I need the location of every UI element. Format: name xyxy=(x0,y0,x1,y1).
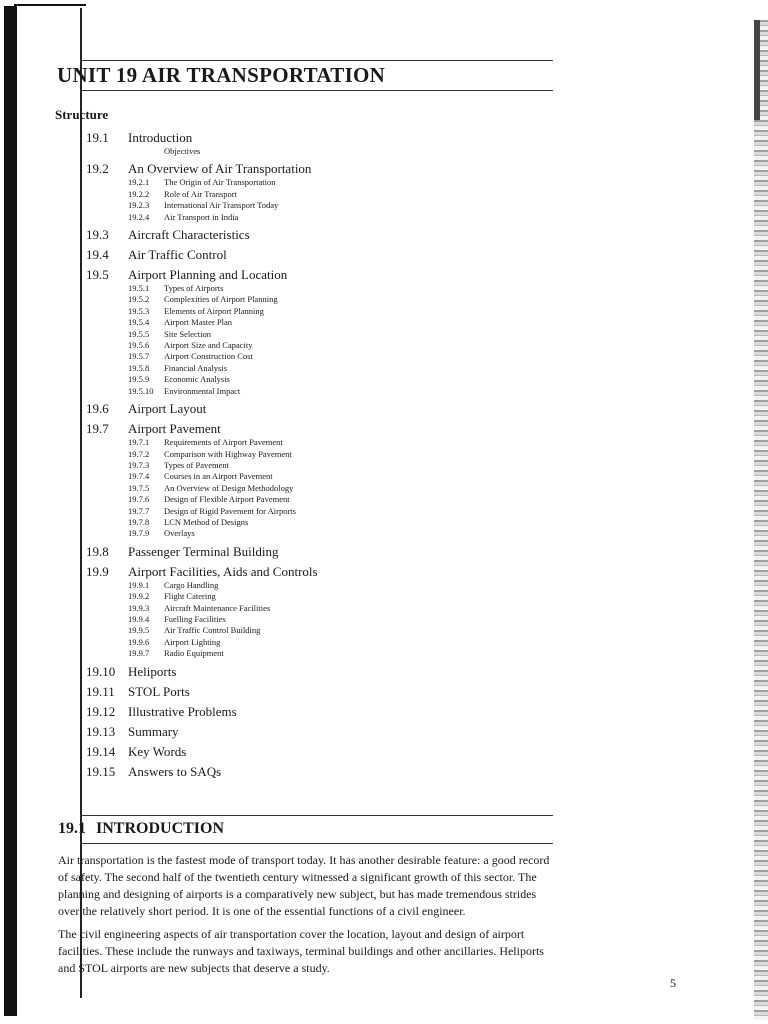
toc-subsection xyxy=(86,603,556,614)
toc-section-title: Air Traffic Control xyxy=(128,247,227,263)
table-of-contents xyxy=(86,126,556,780)
toc-section-title: Airport Layout xyxy=(128,401,207,417)
intro-top-rule xyxy=(80,815,553,816)
toc-subsection-number: 19.2.3 xyxy=(128,200,150,211)
toc-subsection-title: Radio Equipment xyxy=(164,648,224,659)
toc-subsection-number: 19.2.4 xyxy=(128,211,150,222)
margin-line xyxy=(80,8,82,998)
toc-section-number: 19.6 xyxy=(86,401,109,417)
toc-subsection xyxy=(86,317,556,328)
toc-subsection-number: 19.7.2 xyxy=(128,448,150,459)
toc-subsection-title: Design of Rigid Pavement for Airports xyxy=(164,505,296,516)
toc-subsection-title: Elements of Airport Planning xyxy=(164,305,264,316)
toc-subsection xyxy=(86,200,556,211)
toc-section xyxy=(86,564,556,580)
toc-section-number: 19.13 xyxy=(86,723,116,739)
toc-subsection-number: 19.7.9 xyxy=(128,528,150,539)
page-number: 5 xyxy=(670,976,676,990)
toc-subsection-number: 19.7.3 xyxy=(128,459,150,470)
toc-subsection-title: Environmental Impact xyxy=(164,385,241,396)
structure-label: Structure xyxy=(55,107,109,122)
toc-section-number: 19.5 xyxy=(86,267,109,283)
toc-subsection-title: Requirements of Airport Pavement xyxy=(164,437,283,448)
toc-subsection-number: 19.9.1 xyxy=(128,579,150,590)
toc-subsection xyxy=(86,625,556,636)
scan-binding-edge xyxy=(4,6,17,1016)
scan-right-mark xyxy=(754,20,760,120)
toc-section-title: Heliports xyxy=(128,663,177,679)
toc-subsection-number: 19.9.3 xyxy=(128,602,150,613)
toc-subsection xyxy=(86,483,556,494)
toc-subsection-number xyxy=(128,146,164,157)
toc-subsection-number: 19.7.7 xyxy=(128,505,150,516)
toc-section xyxy=(86,267,556,283)
toc-subsection-number: 19.9.5 xyxy=(128,625,150,636)
title-bottom-rule xyxy=(80,90,553,91)
intro-bottom-rule xyxy=(80,843,553,844)
toc-section xyxy=(86,764,556,780)
toc-section-number: 19.3 xyxy=(86,227,109,243)
toc-section xyxy=(86,544,556,560)
toc-section xyxy=(86,227,556,243)
toc-subsection xyxy=(86,283,556,294)
toc-subsection xyxy=(86,329,556,340)
toc-subsection xyxy=(86,460,556,471)
toc-section-title: Airport Planning and Location xyxy=(128,267,288,283)
toc-subsection xyxy=(86,294,556,305)
toc-subsection xyxy=(86,212,556,223)
toc-section-title: Answers to SAQs xyxy=(128,763,222,779)
toc-section xyxy=(86,724,556,740)
toc-subsection-number: 19.9.4 xyxy=(128,613,150,624)
toc-subsection-title: Economic Analysis xyxy=(164,374,230,385)
toc-subsection xyxy=(86,386,556,397)
toc-subsection-number: 19.5.7 xyxy=(128,351,150,362)
toc-subsection-number: 19.5.6 xyxy=(128,340,150,351)
toc-subsection-number: 19.5.2 xyxy=(128,294,150,305)
toc-subsection xyxy=(86,494,556,505)
toc-subsection-title: Types of Airports xyxy=(164,283,224,294)
scan-right-edge xyxy=(754,20,768,1020)
toc-subsection xyxy=(86,340,556,351)
toc-subsection-number: 19.7.1 xyxy=(128,437,150,448)
toc-subsection-number: 19.7.8 xyxy=(128,516,150,527)
toc-section-number: 19.9 xyxy=(86,563,109,579)
toc-subsection-title: Fuelling Facilities xyxy=(164,613,226,624)
toc-section-number: 19.15 xyxy=(86,763,116,779)
toc-section-title: Introduction xyxy=(128,130,193,145)
toc-subsection xyxy=(86,351,556,362)
toc-subsection-number: 19.5.3 xyxy=(128,305,150,316)
toc-section xyxy=(86,161,556,177)
toc-section-number: 19.8 xyxy=(86,543,109,559)
toc-section-title: Aircraft Characteristics xyxy=(128,227,250,243)
top-rule xyxy=(14,4,86,6)
toc-section-title: Key Words xyxy=(128,743,187,759)
toc-section xyxy=(86,684,556,700)
toc-subsection-title: LCN Method of Designs xyxy=(164,516,249,527)
toc-subsection-number: 19.9.2 xyxy=(128,591,150,602)
toc-section xyxy=(86,664,556,680)
toc-subsection-title: Airport Master Plan xyxy=(164,317,232,328)
toc-subsection-title: International Air Transport Today xyxy=(164,200,279,211)
intro-body xyxy=(58,852,553,983)
toc-subsection-title: Air Traffic Control Building xyxy=(164,625,261,636)
toc-subsection-title: Role of Air Transport xyxy=(164,188,237,199)
toc-subsection-number: 19.2.1 xyxy=(128,177,150,188)
toc-subsection-title: Comparison with Highway Pavement xyxy=(164,448,292,459)
toc-section-title: STOL Ports xyxy=(128,683,190,699)
toc-subsection-title: Site Selection xyxy=(164,328,211,339)
toc-subsection xyxy=(86,449,556,460)
intro-paragraph: Air transportation is the fastest mode of transport today. It has another desirable feature: a good record of safety. The second half of the twentieth century witnessed a significant growth of this sector. The planning and designing of airports is a comparatively new subject, but has made tremendous strides over the relatively short period. It is one of the essential functions of a civil engineer. xyxy=(58,853,550,918)
toc-section-title: Airport Facilities, Aids and Controls xyxy=(128,563,318,579)
toc-section xyxy=(86,744,556,760)
toc-section-title: An Overview of Air Transportation xyxy=(128,161,312,177)
intro-heading xyxy=(58,820,224,838)
toc-subsection-number: 19.5.5 xyxy=(128,328,150,339)
toc-subsection xyxy=(86,374,556,385)
toc-section-title: Passenger Terminal Building xyxy=(128,543,279,559)
toc-subsection-number: 19.5.9 xyxy=(128,374,150,385)
intro-heading-number: 19.1 xyxy=(58,820,86,837)
toc-subsection xyxy=(86,648,556,659)
toc-section-number: 19.14 xyxy=(86,743,116,759)
toc-subsection-number: 19.7.5 xyxy=(128,482,150,493)
toc-section xyxy=(86,401,556,417)
toc-subsection xyxy=(86,306,556,317)
toc-subsection xyxy=(86,177,556,188)
toc-subsection-title: Airport Lighting xyxy=(164,636,221,647)
toc-subsection-number: 19.5.8 xyxy=(128,362,150,373)
toc-subsection-title: Airport Construction Cost xyxy=(164,351,253,362)
toc-section xyxy=(86,130,556,146)
toc-subsection-title: Financial Analysis xyxy=(164,362,228,373)
toc-section-number: 19.2 xyxy=(86,161,109,177)
toc-subsection xyxy=(86,591,556,602)
toc-section-number: 19.7 xyxy=(86,421,109,437)
toc-subsection xyxy=(86,614,556,625)
toc-section-number: 19.4 xyxy=(86,247,109,263)
toc-subsection-title: Overlays xyxy=(164,528,195,539)
toc-subsection-title: Flight Catering xyxy=(164,591,216,602)
toc-subsection xyxy=(86,517,556,528)
toc-subsection-number: 19.7.6 xyxy=(128,494,150,505)
toc-subsection-number: 19.2.2 xyxy=(128,188,150,199)
toc-section xyxy=(86,247,556,263)
toc-subsection-title: An Overview of Design Methodology xyxy=(164,482,294,493)
toc-subsection xyxy=(86,580,556,591)
toc-subsection-number: 19.5.4 xyxy=(128,317,150,328)
toc-subsection-title: Types of Pavement xyxy=(164,459,230,470)
toc-subsection-title: The Origin of Air Transportation xyxy=(164,177,276,188)
toc-subsection-title: Air Transport in India xyxy=(164,211,239,222)
toc-section-number: 19.1 xyxy=(86,130,109,145)
toc-section-number: 19.11 xyxy=(86,683,115,699)
toc-subsection xyxy=(86,363,556,374)
toc-subsection xyxy=(86,189,556,200)
toc-subsection-title: Airport Size and Capacity xyxy=(164,340,253,351)
toc-subsection xyxy=(86,637,556,648)
toc-section-title: Illustrative Problems xyxy=(128,703,237,719)
toc-subsection xyxy=(86,471,556,482)
toc-subsection xyxy=(86,506,556,517)
toc-subsection-title: Objectives xyxy=(164,146,201,156)
toc-section-title: Airport Pavement xyxy=(128,421,221,437)
toc-subsection xyxy=(86,528,556,539)
toc-subsection-number: 19.5.1 xyxy=(128,283,150,294)
toc-subsection xyxy=(86,146,556,157)
toc-section-number: 19.10 xyxy=(86,663,116,679)
toc-subsection-title: Cargo Handling xyxy=(164,579,219,590)
unit-title: UNIT 19 AIR TRANSPORTATION xyxy=(57,63,386,87)
toc-section-number: 19.12 xyxy=(86,703,116,719)
toc-subsection-title: Complexities of Airport Planning xyxy=(164,294,278,305)
intro-paragraph: The civil engineering aspects of air transportation cover the location, layout and design of airport facilities. These include the runways and taxiways, terminal buildings and other ancillaries. Heliports and STOL airports are new subjects that deserve a study. xyxy=(58,927,544,975)
title-top-rule xyxy=(80,60,553,61)
toc-section xyxy=(86,421,556,437)
toc-subsection-number: 19.7.4 xyxy=(128,471,150,482)
toc-subsection-number: 19.5.10 xyxy=(128,385,154,396)
toc-section xyxy=(86,704,556,720)
toc-section-title: Summary xyxy=(128,723,179,739)
toc-subsection-number: 19.9.6 xyxy=(128,636,150,647)
toc-subsection-title: Courses in an Airport Pavement xyxy=(164,471,273,482)
toc-subsection xyxy=(86,437,556,448)
intro-heading-title: INTRODUCTION xyxy=(96,820,225,837)
toc-subsection-number: 19.9.7 xyxy=(128,648,150,659)
toc-subsection-title: Aircraft Maintenance Facilities xyxy=(164,602,271,613)
toc-subsection-title: Design of Flexible Airport Pavement xyxy=(164,494,290,505)
